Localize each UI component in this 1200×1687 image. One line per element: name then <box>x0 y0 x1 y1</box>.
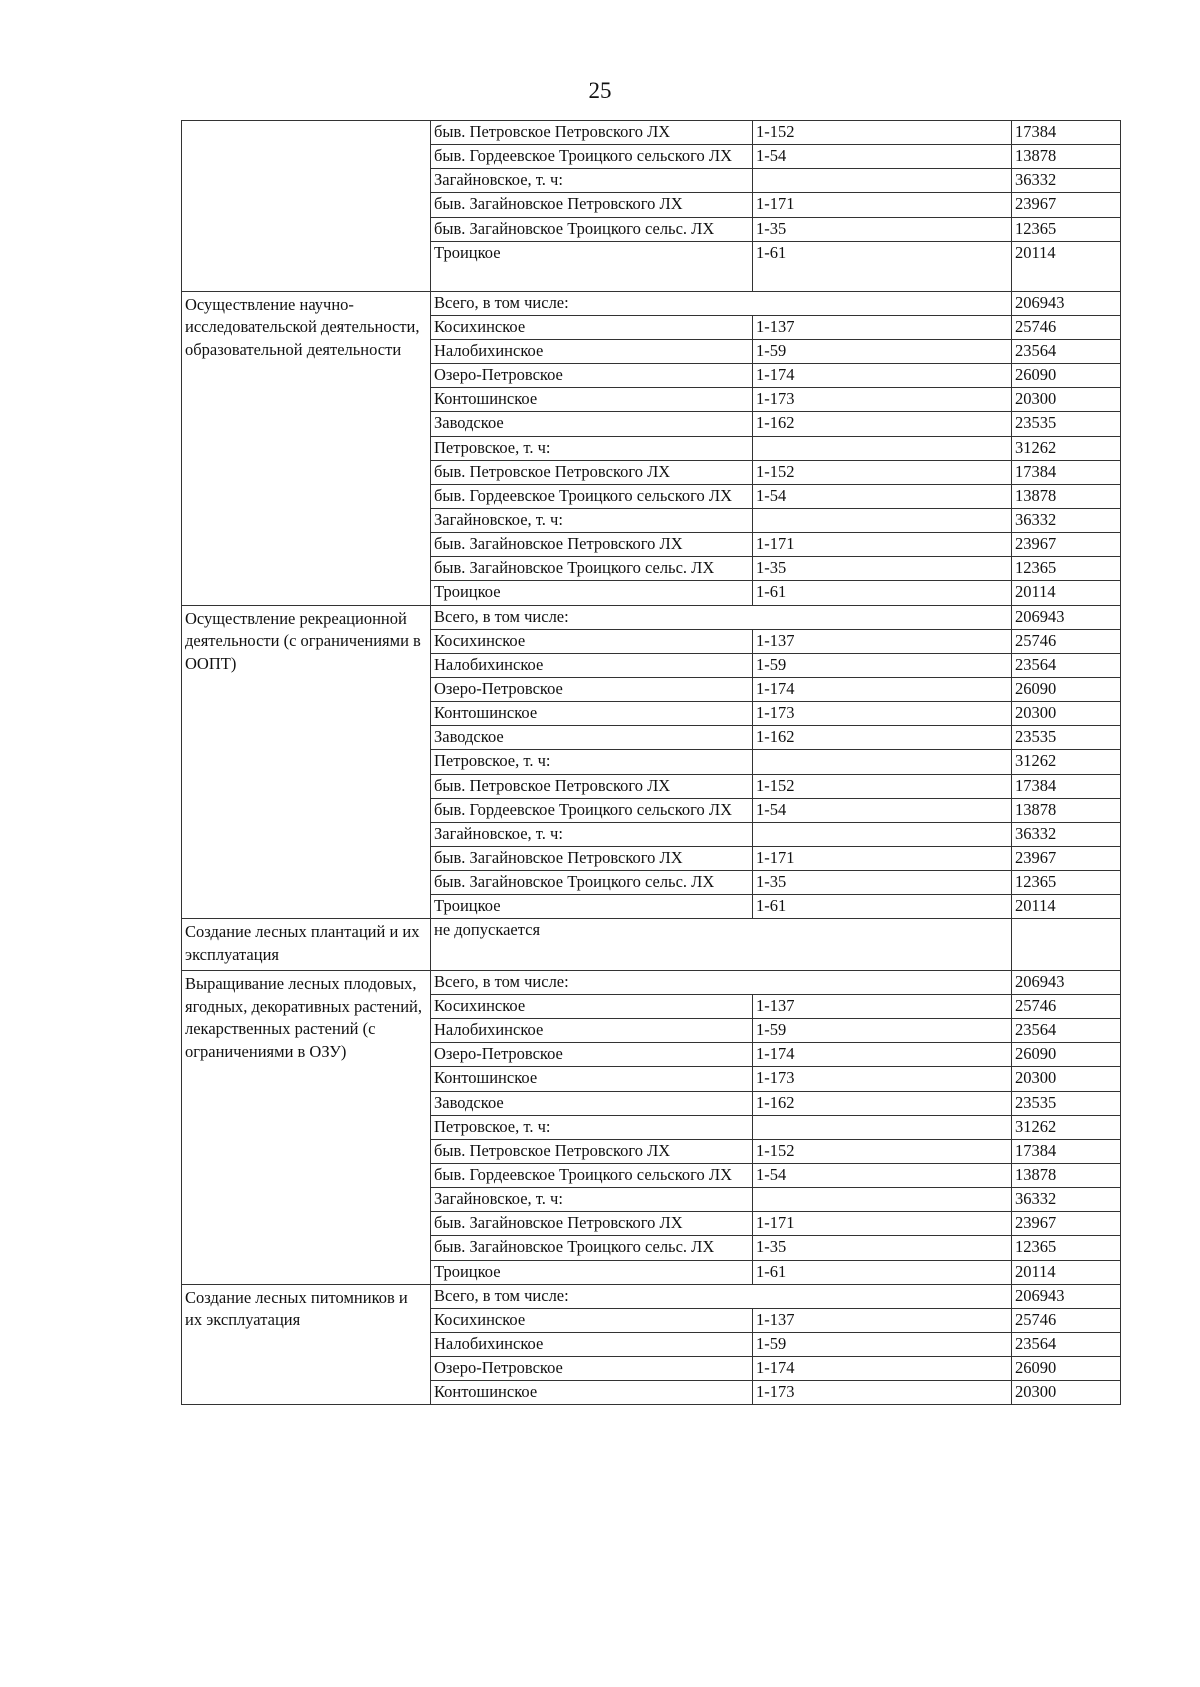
area-cell: 206943 <box>1012 970 1121 994</box>
area-cell: 13878 <box>1012 484 1121 508</box>
quarter-numbers-cell: 1-152 <box>753 121 1012 145</box>
quarter-numbers-cell: 1-61 <box>753 895 1012 919</box>
forestry-name-cell: Налобихинское <box>431 339 753 363</box>
quarter-numbers-cell <box>753 436 1012 460</box>
forestry-name-cell: быв. Загайновское Петровского ЛХ <box>431 193 753 217</box>
forestry-name-cell: Озеро-Петровское <box>431 677 753 701</box>
quarter-numbers-cell: 1-61 <box>753 241 1012 291</box>
quarter-numbers-cell: 1-173 <box>753 1381 1012 1405</box>
area-cell: 20114 <box>1012 1260 1121 1284</box>
area-cell: 23564 <box>1012 339 1121 363</box>
area-cell: 25746 <box>1012 995 1121 1019</box>
area-cell: 36332 <box>1012 508 1121 532</box>
quarter-numbers-cell: 1-173 <box>753 1067 1012 1091</box>
forestry-name-cell: быв. Петровское Петровского ЛХ <box>431 774 753 798</box>
area-cell: 20300 <box>1012 702 1121 726</box>
forestry-name-cell: Заводское <box>431 412 753 436</box>
area-cell: 20300 <box>1012 1067 1121 1091</box>
area-cell: 36332 <box>1012 1188 1121 1212</box>
area-cell: 12365 <box>1012 557 1121 581</box>
area-cell: 26090 <box>1012 677 1121 701</box>
quarter-numbers-cell: 1-137 <box>753 315 1012 339</box>
quarter-numbers-cell: 1-171 <box>753 846 1012 870</box>
forestry-name-cell: Загайновское, т. ч: <box>431 169 753 193</box>
quarter-numbers-cell: 1-171 <box>753 193 1012 217</box>
area-cell: 23564 <box>1012 653 1121 677</box>
table-row <box>182 1284 1121 1308</box>
area-cell: 17384 <box>1012 121 1121 145</box>
quarter-numbers-cell: 1-162 <box>753 412 1012 436</box>
area-cell: 25746 <box>1012 315 1121 339</box>
forestry-name-cell: Контошинское <box>431 388 753 412</box>
area-cell: 13878 <box>1012 798 1121 822</box>
activity-type-cell: Создание лесных плантаций и их эксплуатация <box>182 919 431 971</box>
quarter-numbers-cell <box>753 750 1012 774</box>
quarter-numbers-cell: 1-171 <box>753 533 1012 557</box>
forestry-name-cell: Загайновское, т. ч: <box>431 822 753 846</box>
quarter-numbers-cell: 1-59 <box>753 339 1012 363</box>
forestry-name-cell: Заводское <box>431 726 753 750</box>
quarter-numbers-cell: 1-152 <box>753 460 1012 484</box>
quarter-numbers-cell: 1-174 <box>753 677 1012 701</box>
quarter-numbers-cell: 1-174 <box>753 1357 1012 1381</box>
quarter-numbers-cell: 1-35 <box>753 557 1012 581</box>
quarter-numbers-cell: 1-162 <box>753 726 1012 750</box>
forestry-name-cell: быв. Петровское Петровского ЛХ <box>431 121 753 145</box>
quarter-numbers-cell: 1-61 <box>753 1260 1012 1284</box>
activity-type-cell: Создание лесных питомников и их эксплуатация <box>182 1284 431 1405</box>
area-cell: 13878 <box>1012 1164 1121 1188</box>
forestry-name-cell: быв. Петровское Петровского ЛХ <box>431 1139 753 1163</box>
forestry-name-cell: быв. Загайновское Петровского ЛХ <box>431 533 753 557</box>
quarter-numbers-cell <box>753 169 1012 193</box>
area-cell: 36332 <box>1012 822 1121 846</box>
table-row <box>182 291 1121 315</box>
area-cell: 23967 <box>1012 846 1121 870</box>
quarter-numbers-cell: 1-137 <box>753 1308 1012 1332</box>
forestry-name-cell: быв. Петровское Петровского ЛХ <box>431 460 753 484</box>
area-cell: 23564 <box>1012 1019 1121 1043</box>
area-cell: 20114 <box>1012 241 1121 291</box>
quarter-numbers-cell: 1-54 <box>753 145 1012 169</box>
table-row <box>182 121 1121 145</box>
forestry-name-cell: Контошинское <box>431 1067 753 1091</box>
area-cell: 17384 <box>1012 460 1121 484</box>
forestry-name-cell: быв. Гордеевское Троицкого сельского ЛХ <box>431 798 753 822</box>
quarter-numbers-cell: 1-59 <box>753 653 1012 677</box>
forestry-name-cell: Всего, в том числе: <box>431 970 1012 994</box>
area-cell: 12365 <box>1012 871 1121 895</box>
table-row <box>182 970 1121 994</box>
area-cell: 23564 <box>1012 1333 1121 1357</box>
quarter-numbers-cell: 1-61 <box>753 581 1012 605</box>
forestry-name-cell: быв. Загайновское Троицкого сельс. ЛХ <box>431 1236 753 1260</box>
area-cell: 206943 <box>1012 291 1121 315</box>
forestry-name-cell: Озеро-Петровское <box>431 1043 753 1067</box>
area-cell: 20114 <box>1012 895 1121 919</box>
area-cell: 206943 <box>1012 605 1121 629</box>
quarter-numbers-cell <box>753 1115 1012 1139</box>
quarter-numbers-cell: 1-59 <box>753 1019 1012 1043</box>
quarter-numbers-cell: 1-35 <box>753 1236 1012 1260</box>
forestry-name-cell: Заводское <box>431 1091 753 1115</box>
forestry-name-cell: Троицкое <box>431 1260 753 1284</box>
forestry-name-cell: быв. Загайновское Троицкого сельс. ЛХ <box>431 557 753 581</box>
quarter-numbers-cell: 1-54 <box>753 1164 1012 1188</box>
activity-type-cell <box>182 121 431 292</box>
area-cell: 20300 <box>1012 1381 1121 1405</box>
activity-type-cell: Осуществление научно-исследовательской деятельности, образовательной деятельности <box>182 291 431 605</box>
quarter-numbers-cell: 1-174 <box>753 364 1012 388</box>
forestry-name-cell: Налобихинское <box>431 653 753 677</box>
quarter-numbers-cell: 1-137 <box>753 629 1012 653</box>
area-cell: 23535 <box>1012 726 1121 750</box>
area-cell: 12365 <box>1012 217 1121 241</box>
quarter-numbers-cell: 1-152 <box>753 774 1012 798</box>
area-cell: 206943 <box>1012 1284 1121 1308</box>
quarter-numbers-cell: 1-54 <box>753 484 1012 508</box>
quarter-numbers-cell: 1-173 <box>753 702 1012 726</box>
forestry-name-cell: Загайновское, т. ч: <box>431 508 753 532</box>
forestry-name-cell: Косихинское <box>431 629 753 653</box>
forestry-name-cell: быв. Загайновское Петровского ЛХ <box>431 1212 753 1236</box>
table-body <box>182 121 1121 1405</box>
quarter-numbers-cell: 1-162 <box>753 1091 1012 1115</box>
forestry-name-cell: быв. Загайновское Петровского ЛХ <box>431 846 753 870</box>
activity-type-cell: Выращивание лесных плодовых, ягодных, декоративных растений, лекарственных растений (с ограничениями в ОЗУ) <box>182 970 431 1284</box>
quarter-numbers-cell <box>753 822 1012 846</box>
area-cell: 36332 <box>1012 169 1121 193</box>
forestry-name-cell: Петровское, т. ч: <box>431 750 753 774</box>
forestry-name-cell: Озеро-Петровское <box>431 364 753 388</box>
area-cell: 23967 <box>1012 1212 1121 1236</box>
area-cell: 17384 <box>1012 774 1121 798</box>
forestry-name-cell: Контошинское <box>431 702 753 726</box>
quarter-numbers-cell: 1-35 <box>753 217 1012 241</box>
forest-use-table <box>181 120 1121 1405</box>
forestry-name-cell: Петровское, т. ч: <box>431 436 753 460</box>
area-cell: 31262 <box>1012 1115 1121 1139</box>
forestry-name-cell: быв. Гордеевское Троицкого сельского ЛХ <box>431 145 753 169</box>
quarter-numbers-cell: 1-54 <box>753 798 1012 822</box>
area-cell: 23967 <box>1012 193 1121 217</box>
quarter-numbers-cell: 1-35 <box>753 871 1012 895</box>
area-cell: 31262 <box>1012 750 1121 774</box>
area-cell: 12365 <box>1012 1236 1121 1260</box>
quarter-numbers-cell: 1-152 <box>753 1139 1012 1163</box>
forestry-name-cell: быв. Загайновское Троицкого сельс. ЛХ <box>431 871 753 895</box>
activity-type-cell: Осуществление рекреационной деятельности (с ограничениями в ООПТ) <box>182 605 431 919</box>
quarter-numbers-cell: 1-137 <box>753 995 1012 1019</box>
area-cell: 26090 <box>1012 1043 1121 1067</box>
area-cell <box>1012 919 1121 971</box>
area-cell: 25746 <box>1012 1308 1121 1332</box>
forestry-name-cell: быв. Загайновское Троицкого сельс. ЛХ <box>431 217 753 241</box>
area-cell: 31262 <box>1012 436 1121 460</box>
forestry-name-cell: Налобихинское <box>431 1019 753 1043</box>
forestry-name-cell: Троицкое <box>431 581 753 605</box>
quarter-numbers-cell: 1-171 <box>753 1212 1012 1236</box>
quarter-numbers-cell: 1-174 <box>753 1043 1012 1067</box>
quarter-numbers-cell: 1-59 <box>753 1333 1012 1357</box>
area-cell: 20114 <box>1012 581 1121 605</box>
forestry-name-cell: Озеро-Петровское <box>431 1357 753 1381</box>
forestry-name-cell: Косихинское <box>431 995 753 1019</box>
forestry-name-cell: Петровское, т. ч: <box>431 1115 753 1139</box>
forestry-name-cell: не допускается <box>431 919 1012 971</box>
area-cell: 26090 <box>1012 1357 1121 1381</box>
forestry-name-cell: Налобихинское <box>431 1333 753 1357</box>
forestry-name-cell: Троицкое <box>431 895 753 919</box>
forestry-name-cell: Косихинское <box>431 315 753 339</box>
table-row <box>182 919 1121 971</box>
forestry-name-cell: Загайновское, т. ч: <box>431 1188 753 1212</box>
forestry-name-cell: быв. Гордеевское Троицкого сельского ЛХ <box>431 484 753 508</box>
forestry-name-cell: Всего, в том числе: <box>431 605 1012 629</box>
forestry-name-cell: Контошинское <box>431 1381 753 1405</box>
forestry-name-cell: Всего, в том числе: <box>431 291 1012 315</box>
area-cell: 20300 <box>1012 388 1121 412</box>
area-cell: 23967 <box>1012 533 1121 557</box>
page-number: 25 <box>588 78 612 103</box>
area-cell: 26090 <box>1012 364 1121 388</box>
forestry-name-cell: быв. Гордеевское Троицкого сельского ЛХ <box>431 1164 753 1188</box>
table-row <box>182 605 1121 629</box>
area-cell: 23535 <box>1012 412 1121 436</box>
area-cell: 23535 <box>1012 1091 1121 1115</box>
forestry-name-cell: Всего, в том числе: <box>431 1284 1012 1308</box>
forestry-name-cell: Косихинское <box>431 1308 753 1332</box>
area-cell: 13878 <box>1012 145 1121 169</box>
quarter-numbers-cell: 1-173 <box>753 388 1012 412</box>
quarter-numbers-cell <box>753 508 1012 532</box>
area-cell: 17384 <box>1012 1139 1121 1163</box>
area-cell: 25746 <box>1012 629 1121 653</box>
forestry-name-cell: Троицкое <box>431 241 753 291</box>
quarter-numbers-cell <box>753 1188 1012 1212</box>
